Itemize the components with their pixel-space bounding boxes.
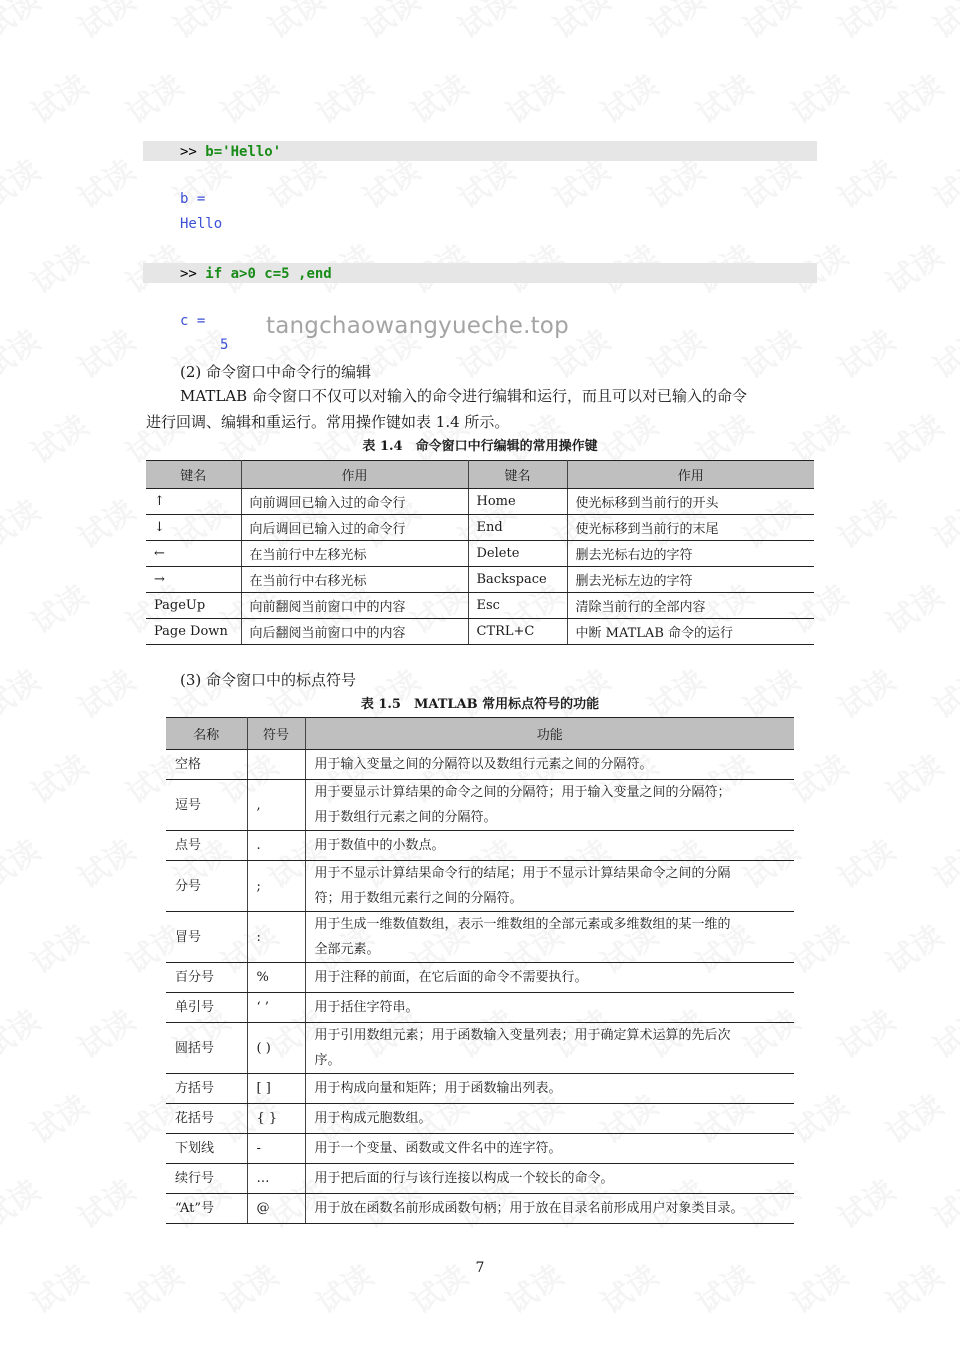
symbol-char: @ xyxy=(247,1194,305,1224)
symbol-char: [ ] xyxy=(247,1074,305,1104)
header-cell: 作用 xyxy=(241,461,468,489)
code-output-var: b = xyxy=(180,191,206,207)
function-line: 用于数值中的小数点。 xyxy=(314,838,445,853)
symbol-char: . xyxy=(247,831,305,861)
key-name: End xyxy=(468,515,567,541)
key-name: Delete xyxy=(468,541,567,567)
table-row xyxy=(166,993,794,1023)
symbol-name: 逗号 xyxy=(166,780,247,831)
symbol-char xyxy=(247,750,305,780)
table-row xyxy=(166,831,794,861)
table-row xyxy=(146,489,814,515)
table-row xyxy=(166,861,794,912)
key-name: Backspace xyxy=(468,567,567,593)
key-function: 删去光标右边的字符 xyxy=(567,541,814,567)
table-row xyxy=(146,567,814,593)
prompt-symbol: >> xyxy=(180,266,197,282)
watermark-url: tangchaowangyueche.top xyxy=(266,313,569,339)
symbol-char: ; xyxy=(247,861,305,912)
symbol-function xyxy=(305,1134,794,1164)
function-line: 用于输入变量之间的分隔符以及数组行元素之间的分隔符。 xyxy=(314,757,653,772)
table-row xyxy=(166,1134,794,1164)
function-line: 用于一个变量、函数或文件名中的连字符。 xyxy=(314,1141,562,1156)
function-line: 用于引用数组元素；用于函数输入变量列表；用于确定算术运算的先后次 xyxy=(314,1028,731,1043)
symbol-char: : xyxy=(247,912,305,963)
function-line: 用于括住字符串。 xyxy=(314,1000,419,1015)
symbol-function xyxy=(305,1164,794,1194)
table-caption: 表 1.5 MATLAB 常用标点符号的功能 xyxy=(360,697,600,712)
symbol-function xyxy=(305,1104,794,1134)
key-name: ↓ xyxy=(146,515,241,541)
code-command: if a>0 c=5 ,end xyxy=(205,266,332,282)
key-function: 在当前行中右移光标 xyxy=(241,567,468,593)
function-line: 用于要显示计算结果的命令之间的分隔符；用于输入变量之间的分隔符； xyxy=(314,785,731,800)
symbol-name: 方括号 xyxy=(166,1074,247,1104)
symbol-function xyxy=(305,1194,794,1224)
symbol-function xyxy=(305,993,794,1023)
table-keys xyxy=(146,460,814,645)
table-caption: 表 1.4 命令窗口中行编辑的常用操作键 xyxy=(362,439,598,454)
table-row xyxy=(166,963,794,993)
table-row xyxy=(166,780,794,831)
symbol-function xyxy=(305,861,794,912)
function-line: 用于把后面的行与该行连接以构成一个较长的命令。 xyxy=(314,1171,614,1186)
section-heading: (2) 命令窗口中命令行的编辑 xyxy=(180,363,372,381)
key-function: 使光标移到当前行的开头 xyxy=(567,489,814,515)
code-output-value: Hello xyxy=(180,216,223,232)
function-line: 用于数组行元素之间的分隔符。 xyxy=(314,810,497,825)
table-row xyxy=(166,912,794,963)
key-name: CTRL+C xyxy=(468,619,567,645)
paragraph-line: MATLAB 命令窗口不仅可以对输入的命令进行编辑和运行，而且可以对已输入的命令 xyxy=(180,387,747,405)
key-name: Page Down xyxy=(146,619,241,645)
key-function: 清除当前行的全部内容 xyxy=(567,593,814,619)
key-function: 向前调回已输入过的命令行 xyxy=(241,489,468,515)
function-line: 序。 xyxy=(314,1053,341,1068)
table-row xyxy=(146,593,814,619)
header-cell: 符号 xyxy=(247,718,305,750)
table-row xyxy=(146,619,814,645)
header-cell: 名称 xyxy=(166,718,247,750)
symbol-char: ‘ ’ xyxy=(247,993,305,1023)
function-line: 全部元素。 xyxy=(314,942,380,957)
symbol-char: … xyxy=(247,1164,305,1194)
key-function: 向后翻阅当前窗口中的内容 xyxy=(241,619,468,645)
table-header-row xyxy=(146,461,814,489)
table-header-row xyxy=(166,718,794,750)
symbol-function xyxy=(305,750,794,780)
table-row xyxy=(166,1104,794,1134)
symbol-char: % xyxy=(247,963,305,993)
key-function: 在当前行中左移光标 xyxy=(241,541,468,567)
code-output-var: c = xyxy=(180,313,206,329)
page-number: 7 xyxy=(475,1260,485,1276)
key-function: 向后调回已输入过的命令行 xyxy=(241,515,468,541)
header-cell: 键名 xyxy=(146,461,241,489)
table-punctuation xyxy=(166,717,794,1224)
key-name: ← xyxy=(146,541,241,567)
code-line-1 xyxy=(180,142,281,162)
key-name: → xyxy=(146,567,241,593)
key-function: 中断 MATLAB 命令的运行 xyxy=(567,619,814,645)
key-name: PageUp xyxy=(146,593,241,619)
symbol-function xyxy=(305,1023,794,1074)
symbol-function xyxy=(305,831,794,861)
function-line: 用于构成元胞数组。 xyxy=(314,1111,432,1126)
symbol-char: , xyxy=(247,780,305,831)
symbol-function xyxy=(305,780,794,831)
symbol-function xyxy=(305,912,794,963)
table-row xyxy=(146,541,814,567)
symbol-name: 续行号 xyxy=(166,1164,247,1194)
key-function: 向前翻阅当前窗口中的内容 xyxy=(241,593,468,619)
function-line: 符；用于数组元素行之间的分隔符。 xyxy=(314,891,523,906)
symbol-name: 空格 xyxy=(166,750,247,780)
key-name: Home xyxy=(468,489,567,515)
function-line: 用于生成一维数值数组，表示一维数组的全部元素或多维数组的某一维的 xyxy=(314,917,731,932)
paragraph-line: 进行回调、编辑和重运行。常用操作键如表 1.4 所示。 xyxy=(146,413,510,431)
header-cell: 键名 xyxy=(468,461,567,489)
header-cell: 作用 xyxy=(567,461,814,489)
symbol-name: 单引号 xyxy=(166,993,247,1023)
symbol-name: 圆括号 xyxy=(166,1023,247,1074)
code-output-value: 5 xyxy=(220,337,229,353)
symbol-char: { } xyxy=(247,1104,305,1134)
section-heading: (3) 命令窗口中的标点符号 xyxy=(180,671,357,689)
key-function: 使光标移到当前行的末尾 xyxy=(567,515,814,541)
table-row xyxy=(166,1074,794,1104)
table-row xyxy=(166,1023,794,1074)
key-function: 删去光标左边的字符 xyxy=(567,567,814,593)
symbol-name: 分号 xyxy=(166,861,247,912)
symbol-name: 花括号 xyxy=(166,1104,247,1134)
prompt-symbol: >> xyxy=(180,144,197,160)
symbol-function xyxy=(305,963,794,993)
table-row xyxy=(146,515,814,541)
symbol-name: 百分号 xyxy=(166,963,247,993)
symbol-name: 点号 xyxy=(166,831,247,861)
symbol-name: 下划线 xyxy=(166,1134,247,1164)
symbol-name: “At”号 xyxy=(166,1194,247,1224)
function-line: 用于放在函数名前形成函数句柄；用于放在目录名前形成用户对象类目录。 xyxy=(314,1201,744,1216)
symbol-char: ( ) xyxy=(247,1023,305,1074)
table-row xyxy=(166,1164,794,1194)
key-name: ↑ xyxy=(146,489,241,515)
symbol-char: - xyxy=(247,1134,305,1164)
symbol-name: 冒号 xyxy=(166,912,247,963)
key-name: Esc xyxy=(468,593,567,619)
function-line: 用于构成向量和矩阵；用于函数输出列表。 xyxy=(314,1081,562,1096)
symbol-function xyxy=(305,1074,794,1104)
function-line: 用于不显示计算结果命令行的结尾；用于不显示计算结果命令之间的分隔 xyxy=(314,866,731,881)
code-line-2 xyxy=(180,264,332,284)
table-row xyxy=(166,1194,794,1224)
header-cell: 功能 xyxy=(305,718,794,750)
table-row xyxy=(166,750,794,780)
function-line: 用于注释的前面，在它后面的命令不需要执行。 xyxy=(314,970,588,985)
code-command: b='Hello' xyxy=(205,144,282,160)
